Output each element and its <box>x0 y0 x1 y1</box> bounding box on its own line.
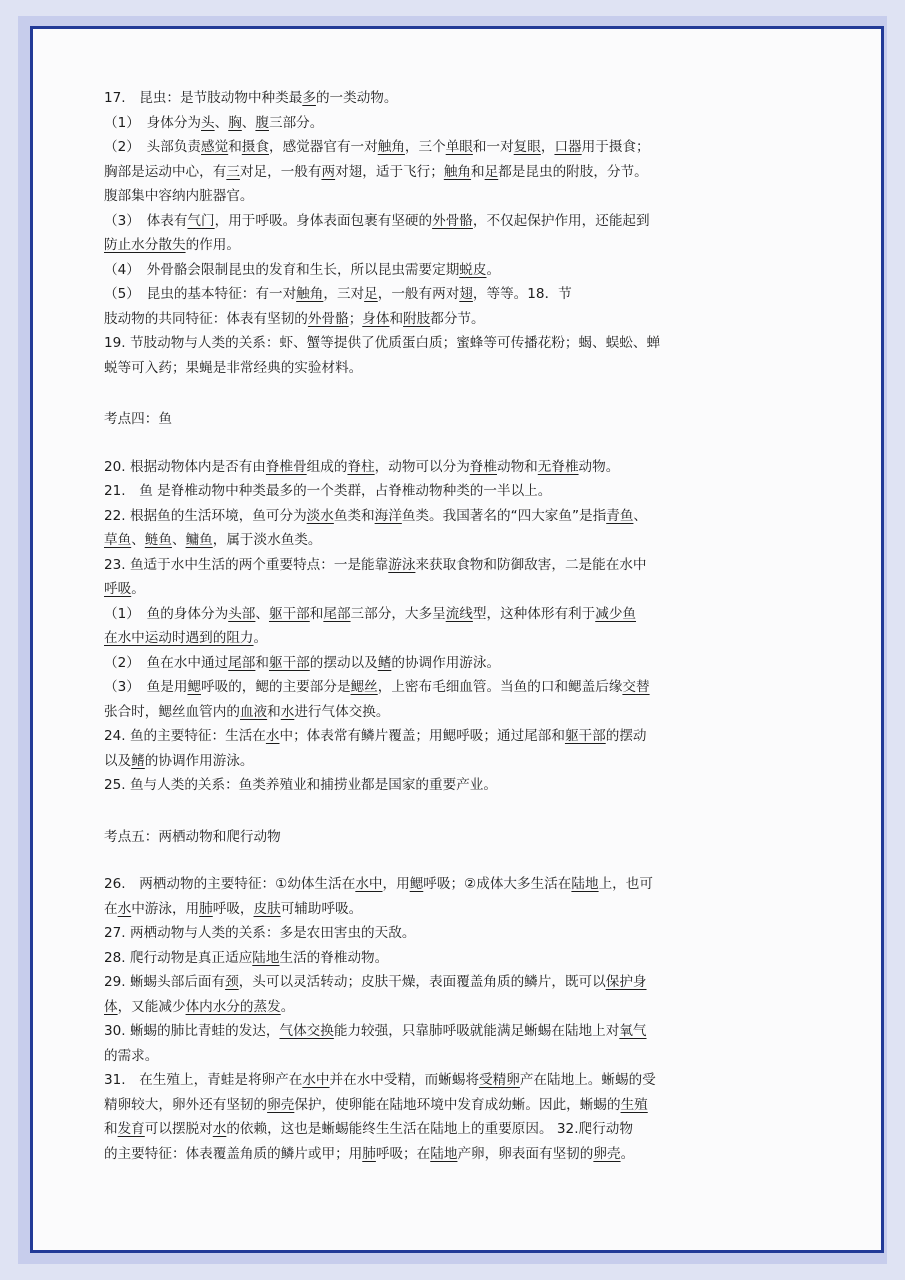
section-spacer <box>104 432 774 455</box>
text-segment: ，用于呼吸。身体表面包裹有坚硬的 <box>214 212 433 229</box>
answer-underlined: 皮肤 <box>253 900 281 917</box>
answer-underlined: 感觉 <box>201 139 229 155</box>
text-segment: ，头可以灵活转动；皮肤干燥，表面覆盖角质的鳞片，既可以 <box>238 974 606 990</box>
answer-underlined: 陆地 <box>252 949 280 966</box>
text-segment: 的主要特征：体表覆盖角质的鳞片或甲；用 <box>104 1145 363 1162</box>
text-line <box>104 528 774 553</box>
text-line <box>104 602 774 627</box>
text-segment: 和一对 <box>472 139 514 155</box>
text-segment: 和 <box>267 703 281 720</box>
text-segment: 蜕等可入药；果蝇是非常经典的实验材料。 <box>104 359 363 376</box>
text-line <box>104 1142 774 1167</box>
section-spacer <box>104 798 774 825</box>
text-segment: ，三个 <box>404 139 446 155</box>
text-segment: 来获取食物和防御敌害，二是能在水中 <box>415 556 647 573</box>
text-segment: 胸部是运动中心，有 <box>104 163 227 180</box>
answer-underlined: 草鱼 <box>104 532 132 548</box>
text-line <box>104 1019 774 1044</box>
text-segment: 22. 根据鱼的生活环境，鱼可分为 <box>104 507 307 524</box>
text-line <box>104 773 774 798</box>
text-segment: ，又能减少 <box>117 998 186 1015</box>
text-segment: 都分节。 <box>430 310 485 327</box>
text-segment: 。 <box>620 1145 635 1162</box>
text-segment: 、 <box>241 114 256 131</box>
answer-underlined: 氧气 <box>619 1023 647 1039</box>
text-segment: 20. 根据动物体内是否有由 <box>104 458 266 475</box>
text-segment: 27. 两栖动物与人类的关系：多是农田害虫的天敌。 <box>104 925 416 941</box>
text-segment: （1） 身体分为 <box>104 114 202 131</box>
text-segment: （4） 外骨骼会限制昆虫的发育和生长，所以昆虫需要定期 <box>104 261 460 278</box>
answer-underlined: 脊柱 <box>347 458 375 475</box>
text-segment: 。 <box>280 998 295 1015</box>
text-segment: 、 <box>633 507 648 524</box>
answer-underlined: 水 <box>280 703 295 720</box>
answer-underlined: 多 <box>302 90 316 106</box>
text-line <box>104 258 774 283</box>
answer-underlined: 青鱼 <box>606 507 634 524</box>
text-segment: 中；体表常有鳞片覆盖；用鳃呼吸；通过尾部和 <box>279 728 565 744</box>
answer-underlined: 颈 <box>225 974 239 990</box>
text-segment: 的需求。 <box>104 1047 159 1064</box>
text-segment: 的摆动以及 <box>309 654 378 671</box>
text-line <box>104 331 774 356</box>
text-line <box>104 1117 774 1142</box>
answer-underlined: 单眼 <box>445 139 473 155</box>
answer-underlined: 鳙鱼 <box>185 532 213 548</box>
text-line <box>104 135 774 160</box>
text-segment: 三部分。 <box>268 114 324 131</box>
text-line <box>104 825 774 850</box>
text-segment: 对翅，适于飞行； <box>335 163 444 180</box>
text-line <box>104 921 774 946</box>
answer-underlined: 躯干部 <box>564 728 606 744</box>
text-line <box>104 184 774 209</box>
answer-underlined: 肺 <box>362 1145 376 1162</box>
text-segment: 组成的 <box>306 458 348 475</box>
text-line <box>104 651 774 676</box>
answer-underlined: 呼吸 <box>104 581 132 597</box>
text-line <box>104 724 774 749</box>
answer-underlined: 足 <box>484 163 499 180</box>
answer-underlined: 外骨骼 <box>432 212 473 229</box>
text-segment: 和 <box>471 163 485 180</box>
text-segment: （3） 体表有 <box>104 212 188 229</box>
text-line <box>104 626 774 651</box>
text-segment: 可以摆脱对 <box>144 1121 213 1137</box>
text-segment: 28. 爬行动物是真正适应 <box>104 949 253 966</box>
answer-underlined: 鳍 <box>131 752 145 769</box>
text-segment: 精卵较大，卵外还有坚韧的 <box>104 1096 268 1113</box>
text-segment: 进行气体交换。 <box>294 703 390 720</box>
text-segment: 考点五：两栖动物和爬行动物 <box>104 828 281 845</box>
answer-underlined: 在水中运动时遇到的阻力 <box>104 630 254 646</box>
text-segment: 31. 在生殖上，青蛙是将卵产在 <box>104 1072 303 1088</box>
text-line <box>104 946 774 971</box>
answer-underlined: 气门 <box>187 212 215 229</box>
text-line <box>104 700 774 725</box>
answer-underlined: 陆地 <box>571 876 599 892</box>
text-segment: 、 <box>255 605 269 622</box>
answer-underlined: 腹 <box>255 114 269 131</box>
text-line <box>104 407 774 432</box>
answer-underlined: 水 <box>212 1121 227 1137</box>
answer-underlined: 生殖 <box>620 1096 648 1113</box>
answer-underlined: 尾部 <box>228 654 256 671</box>
text-segment: 呼吸， <box>212 900 254 917</box>
answer-underlined: 足 <box>364 286 378 302</box>
text-segment: 张合时，鳃丝血管内的 <box>104 703 240 720</box>
text-line <box>104 282 774 307</box>
answer-underlined: 陆地 <box>430 1145 458 1162</box>
answer-underlined: 无脊椎 <box>537 458 579 475</box>
text-line <box>104 1093 774 1118</box>
text-segment: 产在陆地上。蜥蜴的受 <box>519 1072 656 1088</box>
answer-underlined: 摄食 <box>241 139 269 155</box>
answer-underlined: 体内水分的蒸发 <box>185 998 281 1015</box>
text-segment: 、 <box>171 532 186 548</box>
text-segment: 30. 蜥蜴的肺比青蛙的发达， <box>104 1023 280 1039</box>
text-segment: 鱼类和 <box>333 507 375 524</box>
answer-underlined: 防止水分散失 <box>104 237 186 253</box>
text-segment: 腹部集中容纳内脏器官。 <box>104 188 254 204</box>
text-segment: 上，也可 <box>598 876 653 892</box>
text-segment: 26. 两栖动物的主要特征：①幼体生活在 <box>104 876 356 892</box>
text-line <box>104 160 774 185</box>
answer-underlined: 受精卵 <box>479 1072 520 1088</box>
text-line <box>104 111 774 136</box>
text-line <box>104 504 774 529</box>
text-segment: ，上密布毛细血管。当鱼的口和鳃盖后缘 <box>377 679 623 695</box>
text-segment: （5） 昆虫的基本特征：有一对 <box>104 286 297 302</box>
answer-underlined: 蜕皮 <box>459 261 487 278</box>
text-line <box>104 872 774 897</box>
section-spacer <box>104 849 774 872</box>
answer-underlined: 交替 <box>622 679 650 695</box>
text-segment: ， <box>540 139 555 155</box>
answer-underlined: 两 <box>321 163 336 180</box>
text-line <box>104 455 774 480</box>
text-segment: （2） 头部负责 <box>104 139 202 155</box>
text-line <box>104 1044 774 1069</box>
text-segment: 的摆动 <box>605 728 647 744</box>
text-segment: 的依赖，这也是蜥蜴能终生生活在陆地上的重要原因。 32.爬行动物 <box>226 1121 633 1137</box>
answer-underlined: 脊椎 <box>469 458 497 475</box>
text-line <box>104 897 774 922</box>
text-line <box>104 209 774 234</box>
answer-underlined: 水中 <box>355 876 383 892</box>
document-body <box>104 86 774 1166</box>
text-line <box>104 1068 774 1093</box>
text-line <box>104 307 774 332</box>
text-segment: 、 <box>131 532 145 548</box>
answer-underlined: 发育 <box>117 1121 145 1137</box>
answer-underlined: 流线 <box>445 605 473 622</box>
text-segment: （2） 鱼在水中通过 <box>104 654 229 671</box>
text-segment: 呼吸的，鳃的主要部分是 <box>201 679 351 695</box>
answer-underlined: 头 <box>201 114 215 131</box>
text-segment: 考点四：鱼 <box>104 411 172 427</box>
text-segment: 肢动物的共同特征：体表有坚韧的 <box>104 310 308 327</box>
text-segment: 25. 鱼与人类的关系：鱼类养殖业和捕捞业都是国家的重要产业。 <box>104 777 497 793</box>
answer-underlined: 血液 <box>239 703 268 720</box>
text-segment: ，属于淡水鱼类。 <box>212 532 322 548</box>
answer-underlined: 海洋 <box>374 507 402 524</box>
text-segment: 的一类动物。 <box>315 90 398 106</box>
answer-underlined: 减少鱼 <box>595 605 637 622</box>
answer-underlined: 复眼 <box>513 139 541 155</box>
text-segment: 动物。 <box>578 458 620 475</box>
answer-underlined: 游泳 <box>388 556 416 573</box>
text-line <box>104 233 774 258</box>
answer-underlined: 外骨骼 <box>307 310 349 327</box>
text-segment: 的协调作用游泳。 <box>144 752 254 769</box>
answer-underlined: 鳃 <box>409 876 424 892</box>
text-segment: 在 <box>104 900 118 917</box>
text-segment: 都是昆虫的附肢，分节。 <box>498 163 648 180</box>
text-segment: ，三对 <box>323 286 365 302</box>
answer-underlined: 脊椎骨 <box>265 458 307 475</box>
text-line <box>104 675 774 700</box>
text-segment: 17. 昆虫：是节肢动物中种类最 <box>104 90 303 106</box>
text-segment: 并在水中受精，而蜥蜴将 <box>329 1072 480 1088</box>
text-segment: 型，这种体形有利于 <box>472 605 596 622</box>
text-line <box>104 86 774 111</box>
text-segment: （1） 鱼的身体分为 <box>104 605 229 622</box>
text-segment: 呼吸；②成体大多生活在 <box>423 876 572 892</box>
text-line <box>104 749 774 774</box>
text-segment: 呼吸；在 <box>375 1145 431 1162</box>
text-segment: ，动物可以分为 <box>374 458 470 475</box>
text-segment: 的协调作用游泳。 <box>391 654 501 671</box>
answer-underlined: 触角 <box>296 286 324 302</box>
text-segment: 和 <box>389 310 404 327</box>
answer-underlined: 胸 <box>228 114 242 131</box>
text-segment: 和 <box>228 139 242 155</box>
answer-underlined: 卵壳 <box>267 1096 295 1113</box>
answer-underlined: 气体交换 <box>279 1023 334 1039</box>
answer-underlined: 附肢 <box>403 310 431 327</box>
text-segment: ，不仅起保护作用，还能起到 <box>472 212 650 229</box>
text-segment: ，感觉器官有一对 <box>268 139 378 155</box>
answer-underlined: 身体 <box>362 310 390 327</box>
text-segment: （3） 鱼是用 <box>104 679 188 695</box>
section-spacer <box>104 380 774 407</box>
answer-underlined: 卵壳 <box>593 1145 621 1162</box>
answer-underlined: 鳃 <box>187 679 202 695</box>
text-segment: 以及 <box>104 752 132 769</box>
text-segment: 产卵，卵表面有坚韧的 <box>457 1145 594 1162</box>
text-segment: 19. 节肢动物与人类的关系：虾、蟹等提供了优质蛋白质；蜜蜂等可传播花粉；蝎、蜈蚣、蝉 <box>104 335 661 351</box>
text-segment: 和 <box>255 654 269 671</box>
text-segment: 24. 鱼的主要特征：生活在 <box>104 728 266 744</box>
answer-underlined: 三 <box>226 163 240 180</box>
text-line <box>104 970 774 995</box>
answer-underlined: 鳍 <box>377 654 392 671</box>
text-segment: ，一般有两对 <box>377 286 460 302</box>
answer-underlined: 保护身 <box>605 974 647 990</box>
text-line <box>104 553 774 578</box>
answer-underlined: 肺 <box>199 900 213 917</box>
text-segment: 对足，一般有 <box>239 163 322 180</box>
answer-underlined: 淡水 <box>306 507 334 524</box>
text-segment: 29. 蜥蜴头部后面有 <box>104 974 226 990</box>
text-segment: 。 <box>486 261 501 278</box>
answer-underlined: 触角 <box>377 139 405 155</box>
text-segment: 、 <box>214 114 229 131</box>
text-segment: 23. 鱼适于水中生活的两个重要特点：一是能靠 <box>104 556 389 573</box>
answer-underlined: 鳃丝 <box>350 679 378 695</box>
text-segment: 三部分，大多呈 <box>350 605 446 622</box>
answer-underlined: 体 <box>104 998 118 1015</box>
answer-underlined: 翅 <box>459 286 473 302</box>
text-segment: 可辅助呼吸。 <box>280 900 363 917</box>
text-line <box>104 995 774 1020</box>
text-segment: 用于摄食； <box>581 139 650 155</box>
text-segment: 能力较强，只靠肺呼吸就能满足蜥蜴在陆地上对 <box>333 1023 620 1039</box>
answer-underlined: 尾部 <box>323 605 351 622</box>
text-segment: 的作用。 <box>185 237 240 253</box>
text-segment: ，用 <box>382 876 410 892</box>
text-segment: 和 <box>104 1121 118 1137</box>
text-segment: ； <box>348 310 363 327</box>
answer-underlined: 躯干部 <box>268 654 310 671</box>
text-segment: 和 <box>309 605 324 622</box>
answer-underlined: 躯干部 <box>268 605 310 622</box>
text-segment: 鱼类。我国著名的“四大家鱼”是指 <box>401 507 607 524</box>
answer-underlined: 头部 <box>228 605 256 622</box>
answer-underlined: 水中 <box>302 1072 330 1088</box>
text-segment: 动物和 <box>496 458 538 475</box>
text-segment: 中游泳，用 <box>131 900 200 917</box>
text-segment: 保护，使卵能在陆地环境中发育成幼蜥。因此，蜥蜴的 <box>294 1096 621 1113</box>
text-segment: 。 <box>131 581 145 597</box>
answer-underlined: 口器 <box>554 139 582 155</box>
answer-underlined: 触角 <box>443 163 472 180</box>
answer-underlined: 水 <box>265 728 280 744</box>
text-segment: 。 <box>253 630 268 646</box>
answer-underlined: 鲢鱼 <box>144 532 172 548</box>
answer-underlined: 水 <box>117 900 132 917</box>
text-line <box>104 356 774 381</box>
text-segment: 生活的脊椎动物。 <box>279 949 389 966</box>
text-segment: 21. 鱼 是脊椎动物中种类最多的一个类群，占脊椎动物种类的一半以上。 <box>104 483 552 499</box>
text-segment: ，等等。18．节 <box>472 286 572 302</box>
text-line <box>104 479 774 504</box>
text-line <box>104 577 774 602</box>
